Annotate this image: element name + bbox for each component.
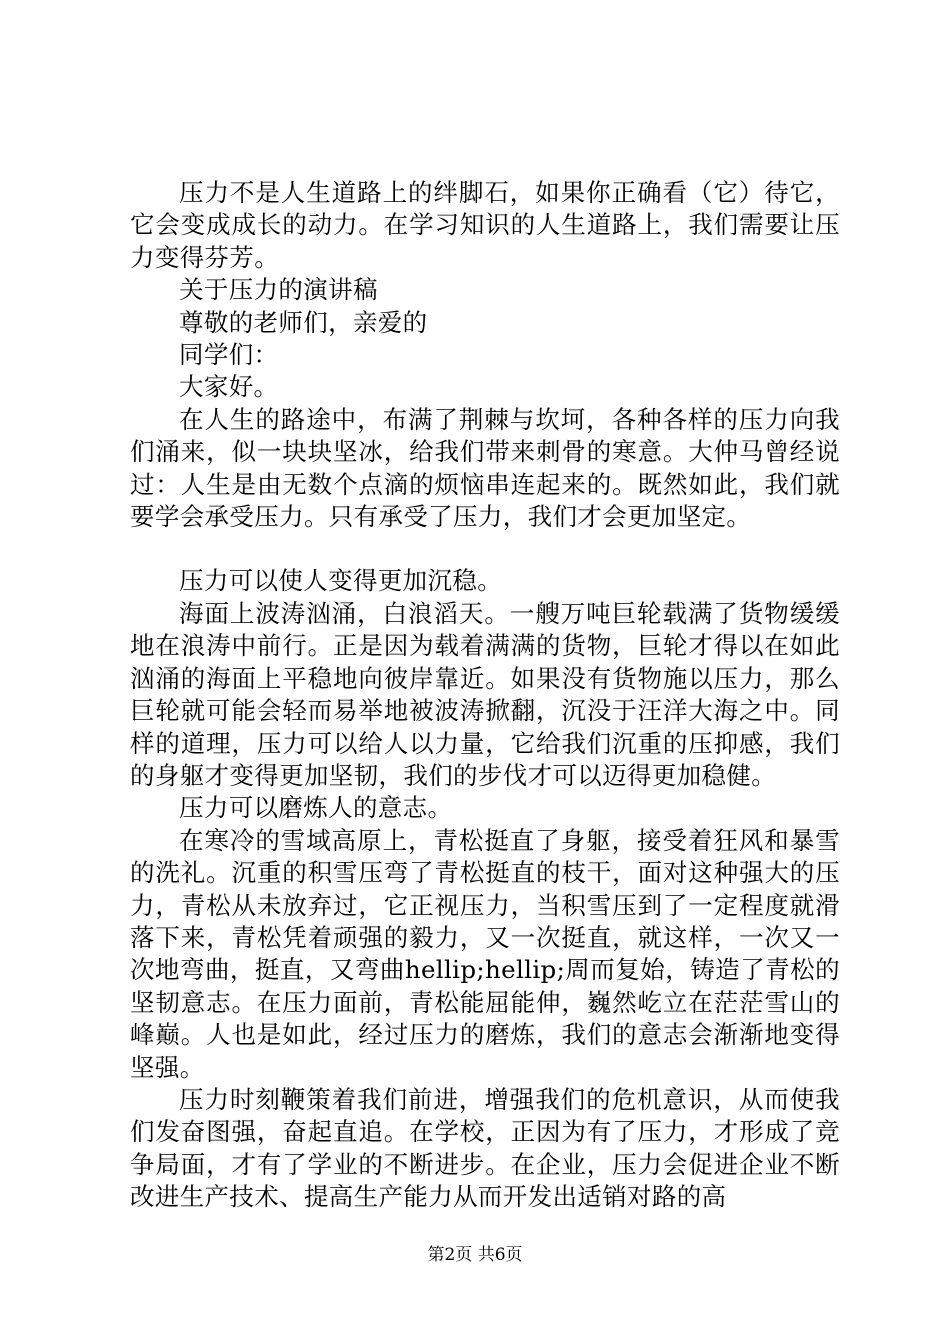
heading-will: 压力可以磨炼人的意志。 <box>179 793 453 823</box>
document-body <box>130 177 840 1214</box>
paragraph-pine: 在寒冷的雪域高原上，青松挺直了身躯，接受着狂风和暴雪的洗礼。沉重的积雪压弯了青松挺直的枝干，面对这种强大的压力，青松从未放弃过，它正视压力，当积雪压到了一定程度就滑落下来，青松凭着顽强的毅力，又一次挺直，就这样，一次又一次地弯曲，挺直，又弯曲hellip;hellip;周而复始，铸造了青松的坚韧意志。在压力面前，青松能屈能伸，巍然屹立在茫茫雪山的峰巅。人也是如此，经过压力的磨炼，我们的意志会渐渐地变得坚强。 <box>130 825 840 1082</box>
paragraph-ship: 海面上波涛汹涌，白浪滔天。一艘万吨巨轮载满了货物缓缓地在浪涛中前行。正是因为载着满满的货物，巨轮才得以在如此汹涌的海面上平稳地向彼岸靠近。如果没有货物施以压力，那么巨轮就可能会轻而易举地被波涛掀翻，沉没于汪洋大海之中。同样的道理，压力可以给人以力量，它给我们沉重的压抑感，我们的身躯才变得更加坚韧，我们的步伐才可以迈得更加稳健。 <box>130 598 840 790</box>
speech-title: 关于压力的演讲稿 <box>179 275 378 305</box>
greeting: 大家好。 <box>179 372 279 402</box>
page-number-footer: 第2页 共6页 <box>427 1245 523 1265</box>
paragraph-intro: 压力不是人生道路上的绊脚石，如果你正确看（它）待它，它会变成成长的动力。在学习知识的人生道路上，我们需要让压力变得芬芳。 <box>130 178 840 272</box>
salutation-teachers: 尊敬的老师们，亲爱的 <box>179 307 428 337</box>
salutation-students: 同学们： <box>179 340 279 370</box>
paragraph-life-path: 在人生的路途中，布满了荆棘与坎坷，各种各样的压力向我们涌来，似一块块坚冰，给我们带来刺骨的寒意。大仲马曾经说过：人生是由无数个点滴的烦恼串连起来的。既然如此，我们就要学会承受压力。只有承受了压力，我们才会更加坚定。 <box>130 404 840 532</box>
paragraph-motivation: 压力时刻鞭策着我们前进，增强我们的危机意识，从而使我们发奋图强，奋起直追。在学校，正因为有了压力，才形成了竞争局面，才有了学业的不断进步。在企业，压力会促进企业不断改进生产技术、提高生产能力从而开发出适销对路的高 <box>130 1084 840 1212</box>
paragraph-gap <box>130 533 840 565</box>
heading-steady: 压力可以使人变得更加沉稳。 <box>179 566 503 596</box>
